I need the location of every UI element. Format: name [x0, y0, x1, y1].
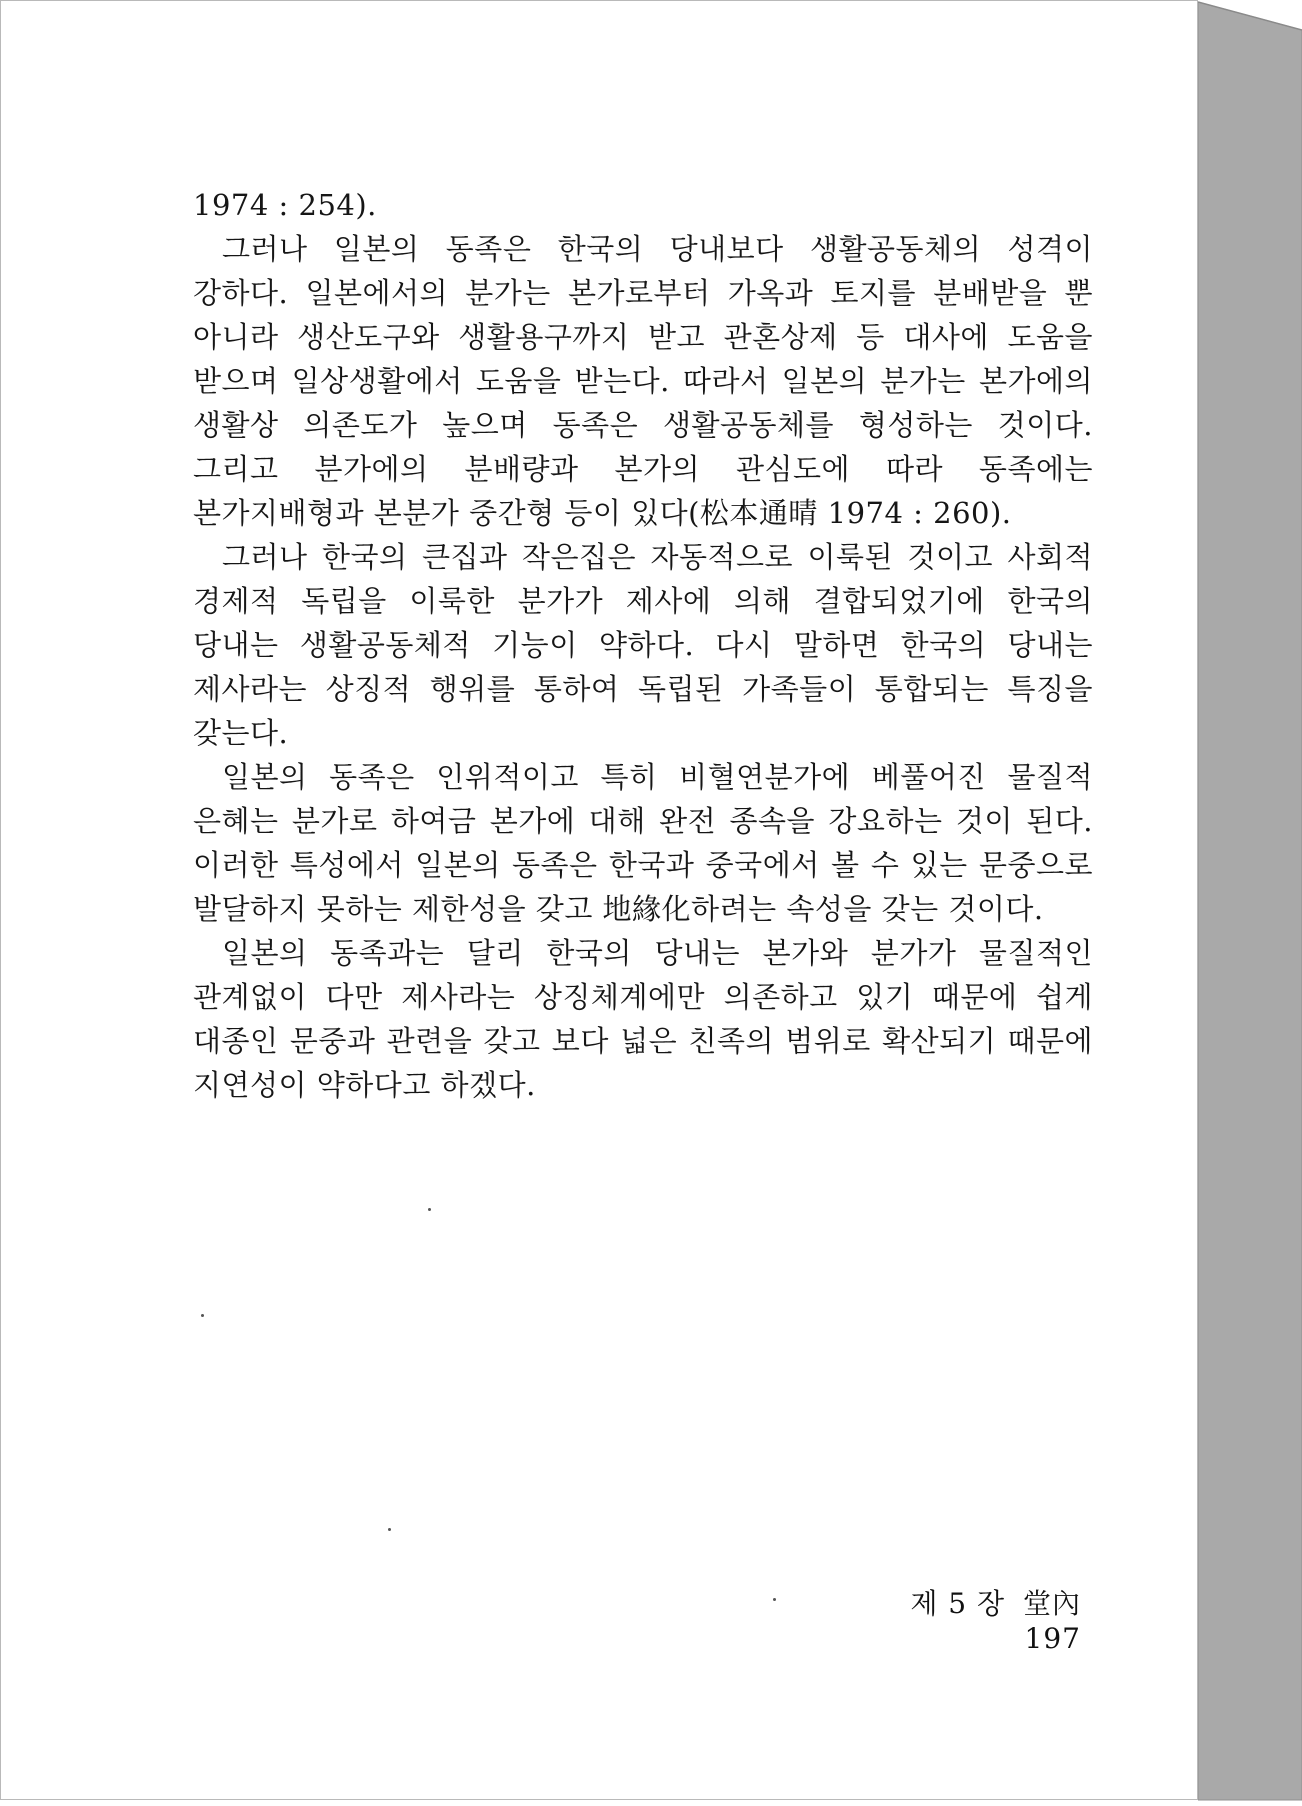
- paragraph: 그러나 한국의 큰집과 작은집은 자동적으로 이룩된 것이고 사회적 경제적 독립을 이룩한 분가가 제사에 의해 결합되었기에 한국의 당내는 생활공동체적 기능이 약하다. 다시 말하면 한국의 당내는 제사라는 상징적 행위를 통하여 독립된 가족들이 통합되는 특징을 갖는다.: [193, 540, 1093, 750]
- page-stack-edge: [1198, 0, 1302, 1806]
- scan-speck: [388, 1528, 391, 1531]
- chapter-title: 堂內: [1022, 1587, 1081, 1620]
- paragraph: 일본의 동족은 인위적이고 특히 비혈연분가에 베풀어진 물질적 은혜는 분가로 하여금 본가에 대해 완전 종속을 강요하는 것이 된다. 이러한 특성에서 일본의 동족은 한국과 중국에서 볼 수 있는 문중으로 발달하지 못하는 제한성을 갖고 地緣化하려는 속성을 갖는 것이다.: [193, 760, 1093, 926]
- scan-speck: [201, 1314, 204, 1317]
- page-number: 197: [1024, 1622, 1081, 1655]
- chapter-label: 제 5 장: [910, 1587, 1006, 1620]
- scan-speck: [773, 1598, 776, 1601]
- paragraph-continued: 1974 : 254).: [193, 188, 377, 222]
- running-footer: [841, 1582, 1081, 1655]
- scan-speck: [428, 1208, 431, 1211]
- paragraph: 일본의 동족과는 달리 한국의 당내는 본가와 분가가 물질적인 관계없이 다만 제사라는 상징체계에만 의존하고 있기 때문에 쉽게 대종인 문중과 관련을 갖고 보다 넓은 친족의 범위로 확산되기 때문에 지연성이 약하다고 하겠다.: [193, 936, 1093, 1102]
- paragraph: 그러나 일본의 동족은 한국의 당내보다 생활공동체의 성격이 강하다. 일본에서의 분가는 본가로부터 가옥과 토지를 분배받을 뿐 아니라 생산도구와 생활용구까지 받고 관혼상제 등 대사에 도움을 받으며 일상생활에서 도움을 받는다. 따라서 일본의 분가는 본가에의 생활상 의존도가 높으며 동족은 생활공동체를 형성하는 것이다. 그리고 분가에의 분배량과 본가의 관심도에 따라 동족에는 본가지배형과 본분가 중간형 등이 있다(松本通晴 1974 : 260).: [193, 232, 1093, 530]
- page-body: [193, 183, 1093, 1107]
